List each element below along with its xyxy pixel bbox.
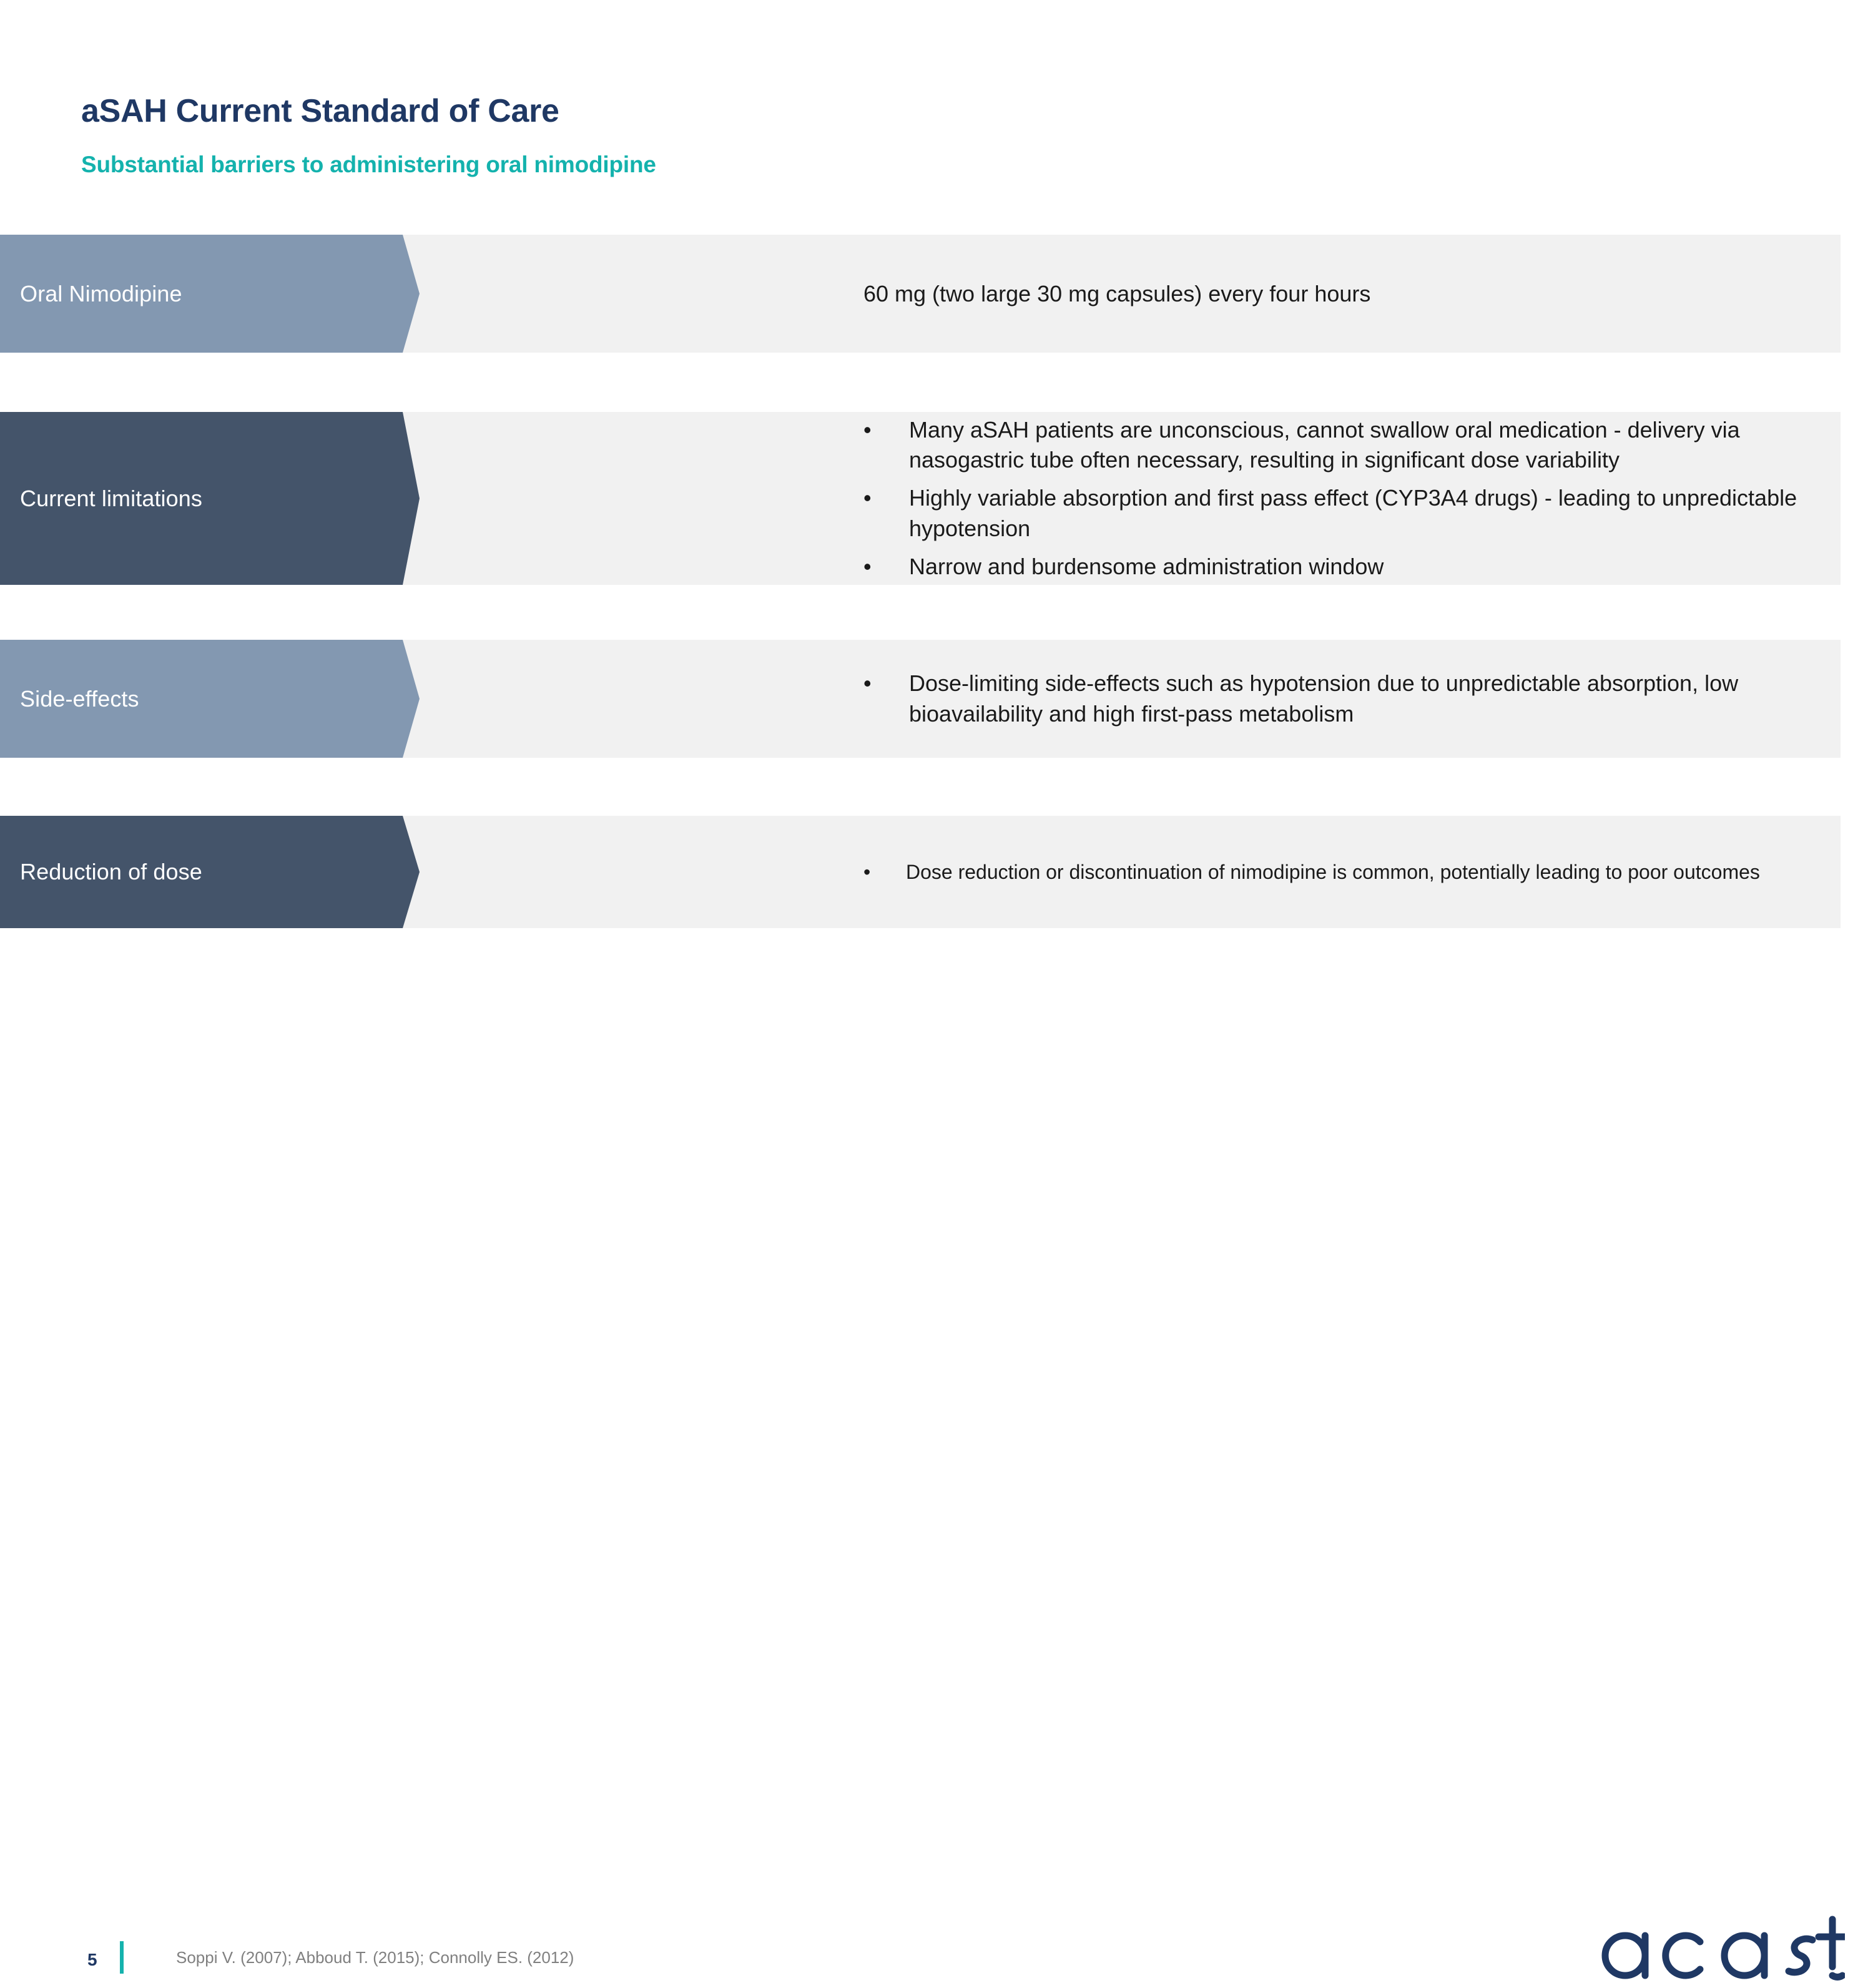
content-row-oral-nimodipine	[0, 235, 1841, 353]
page-number: 5	[87, 1950, 97, 1969]
footer-divider	[120, 1941, 124, 1974]
row-label-chevron	[0, 412, 403, 585]
slide-footer	[0, 953, 1873, 1969]
page-title: aSAH Current Standard of Care	[81, 93, 559, 129]
content-row-side-effects	[0, 640, 1841, 758]
page-subtitle: Substantial barriers to administering oral nimodipine	[81, 152, 656, 177]
row-label-chevron	[0, 640, 403, 758]
row-content-panel	[403, 412, 1841, 585]
list-item-text: Dose-limiting side-effects such as hypotension due to unpredictable absorption, low bioavailability and high first-pass metabolism	[909, 670, 1739, 727]
list-item	[863, 415, 1803, 475]
row-label-text: Reduction of dose	[20, 859, 202, 884]
bullet-list	[863, 415, 1803, 582]
list-item-text: Highly variable absorption and first pass effect (CYP3A4 drugs) - leading to unpredictable hypotension	[909, 485, 1797, 541]
row-label-text: Side-effects	[20, 685, 139, 712]
footer-references: Soppi V. (2007); Abboud T. (2015); Connolly ES. (2012)	[176, 1948, 574, 1967]
content-row-current-limitations	[0, 412, 1841, 585]
list-item	[863, 483, 1803, 543]
row-content-panel	[403, 640, 1841, 758]
bullet-dot-icon: •	[863, 553, 872, 579]
bullet-dot-icon: •	[863, 670, 872, 697]
bullet-dot-icon: •	[863, 416, 872, 443]
content-row-reduction-of-dose	[0, 816, 1841, 928]
row-content-panel	[403, 235, 1841, 353]
list-item	[863, 859, 1803, 886]
list-item-text: Dose reduction or discontinuation of nimodipine is common, potentially leading to poor outcomes	[906, 860, 1760, 883]
list-item-text: Narrow and burdensome administration window	[909, 553, 1384, 579]
row-label-chevron	[0, 816, 403, 928]
list-item	[863, 668, 1803, 728]
list-item-text: Many aSAH patients are unconscious, cannot swallow oral medication - delivery via nasogastric tube often necessary, resulting in significant dose variability	[909, 416, 1740, 473]
acasti-logo	[1595, 1907, 1845, 1988]
bullet-list	[863, 668, 1803, 728]
list-item	[863, 552, 1803, 582]
bullet-dot-icon: •	[863, 860, 871, 883]
row-body-text: 60 mg (two large 30 mg capsules) every four hours	[863, 280, 1371, 306]
bullet-list	[863, 859, 1803, 886]
row-content-panel	[403, 816, 1841, 928]
row-label-text: Oral Nimodipine	[20, 280, 182, 306]
bullet-dot-icon: •	[863, 485, 872, 511]
row-label-text: Current limitations	[20, 485, 202, 511]
row-label-chevron	[0, 235, 403, 353]
